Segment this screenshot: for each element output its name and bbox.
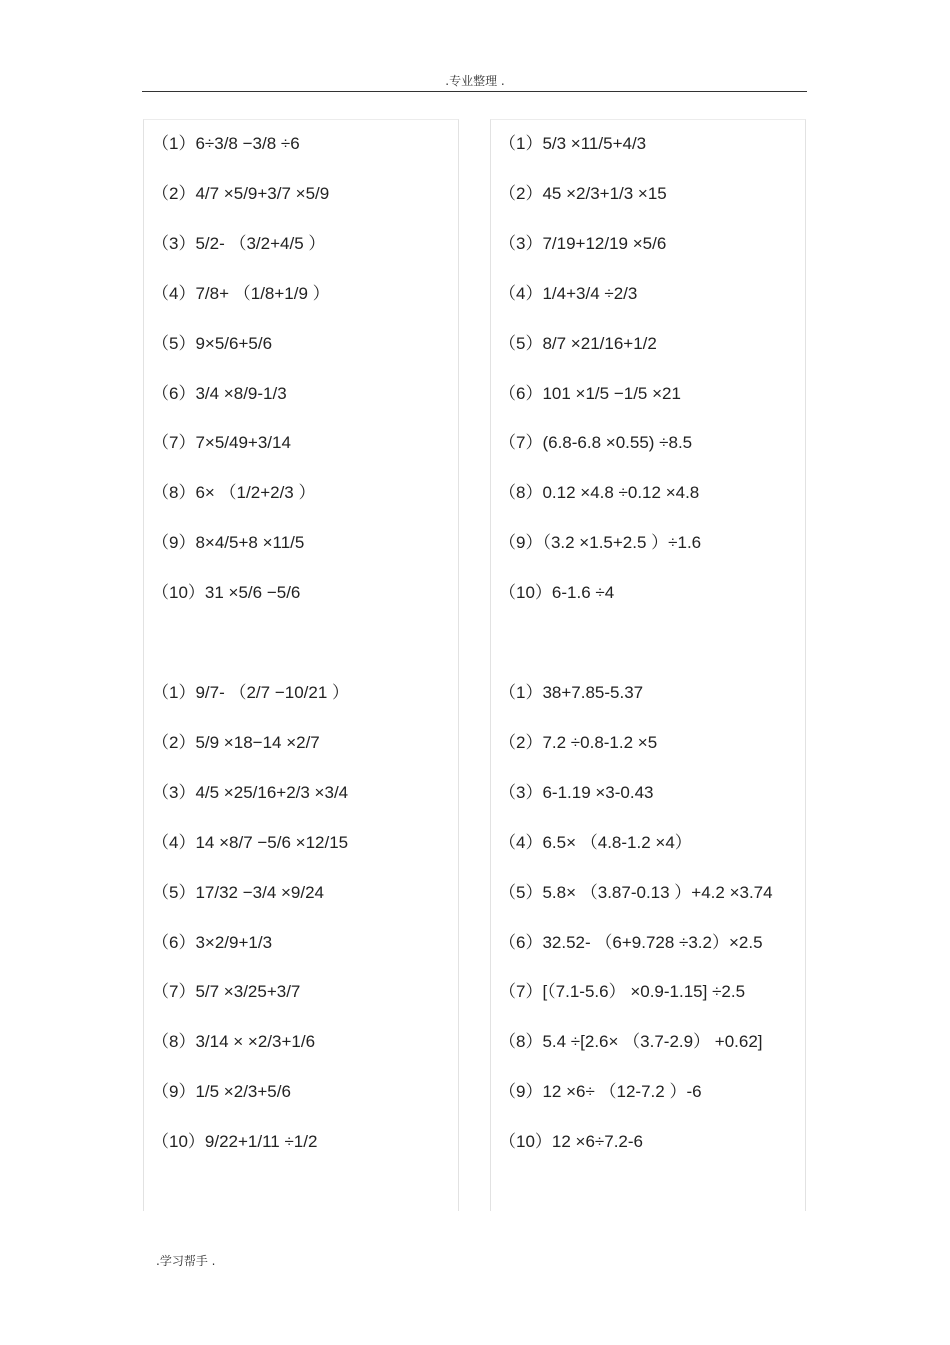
math-problem: （4）1/4+3/4 ÷2/3 — [499, 284, 638, 303]
math-problem: （2）7.2 ÷0.8-1.2 ×5 — [499, 733, 658, 752]
math-problem: （9）（3.2 ×1.5+2.5 ）÷1.6 — [499, 533, 702, 552]
math-problem: （6）32.52- （6+9.728 ÷3.2）×2.5 — [499, 933, 763, 952]
math-problem: （1）5/3 ×11/5+4/3 — [499, 134, 647, 153]
math-problem: （1）6÷3/8 −3/8 ÷6 — [152, 134, 300, 153]
math-problem: （10）12 ×6÷7.2-6 — [499, 1132, 644, 1151]
math-problem: （2）4/7 ×5/9+3/7 ×5/9 — [152, 184, 330, 203]
math-problem: （8）5.4 ÷[2.6× （3.7-2.9） +0.62] — [499, 1032, 763, 1051]
header-divider — [142, 91, 807, 92]
left-problem-column — [143, 119, 459, 1211]
math-problem: （3）6-1.19 ×3-0.43 — [499, 783, 654, 802]
math-problem: （10）6-1.6 ÷4 — [499, 583, 615, 602]
math-problem: （3）5/2- （3/2+4/5 ） — [152, 234, 326, 253]
math-problem: （4）7/8+ （1/8+1/9 ） — [152, 284, 330, 303]
math-problem: （6）3/4 ×8/9-1/3 — [152, 384, 287, 403]
right-problem-column — [490, 119, 806, 1211]
math-problem: （4）6.5× （4.8-1.2 ×4） — [499, 833, 692, 852]
math-problem: （2）5/9 ×18−14 ×2/7 — [152, 733, 320, 752]
math-problem: （2）45 ×2/3+1/3 ×15 — [499, 184, 667, 203]
math-problem: （1）9/7- （2/7 −10/21 ） — [152, 683, 350, 702]
math-problem: （9）1/5 ×2/3+5/6 — [152, 1082, 291, 1101]
page-header: .专业整理 . — [445, 74, 505, 88]
math-problem: （8）0.12 ×4.8 ÷0.12 ×4.8 — [499, 483, 700, 502]
math-problem: （3）4/5 ×25/16+2/3 ×3/4 — [152, 783, 349, 802]
math-problem: （5）8/7 ×21/16+1/2 — [499, 334, 657, 353]
math-problem: （5）9×5/6+5/6 — [152, 334, 273, 353]
math-problem: （7）7×5/49+3/14 — [152, 433, 291, 452]
page-footer: .学习帮手 . — [156, 1254, 216, 1268]
math-problem: （7）(6.8-6.8 ×0.55) ÷8.5 — [499, 433, 693, 452]
math-problem: （3）7/19+12/19 ×5/6 — [499, 234, 667, 253]
math-problem: （9）8×4/5+8 ×11/5 — [152, 533, 305, 552]
math-problem: （9）12 ×6÷ （12-7.2 ）-6 — [499, 1082, 702, 1101]
math-problem: （6）3×2/9+1/3 — [152, 933, 273, 952]
math-problem: （6）101 ×1/5 −1/5 ×21 — [499, 384, 681, 403]
math-problem: （10）9/22+1/11 ÷1/2 — [152, 1132, 318, 1151]
math-problem: （7）5/7 ×3/25+3/7 — [152, 982, 301, 1001]
math-problem: （5）5.8× （3.87-0.13 ）+4.2 ×3.74 — [499, 883, 773, 902]
math-problem: （1）38+7.85-5.37 — [499, 683, 644, 702]
math-problem: （8）3/14 × ×2/3+1/6 — [152, 1032, 316, 1051]
math-problem: （10）31 ×5/6 −5/6 — [152, 583, 301, 602]
math-problem: （7）[（7.1-5.6） ×0.9-1.15] ÷2.5 — [499, 982, 746, 1001]
math-problem: （8）6× （1/2+2/3 ） — [152, 483, 316, 502]
math-problem: （5）17/32 −3/4 ×9/24 — [152, 883, 325, 902]
math-problem: （4）14 ×8/7 −5/6 ×12/15 — [152, 833, 349, 852]
